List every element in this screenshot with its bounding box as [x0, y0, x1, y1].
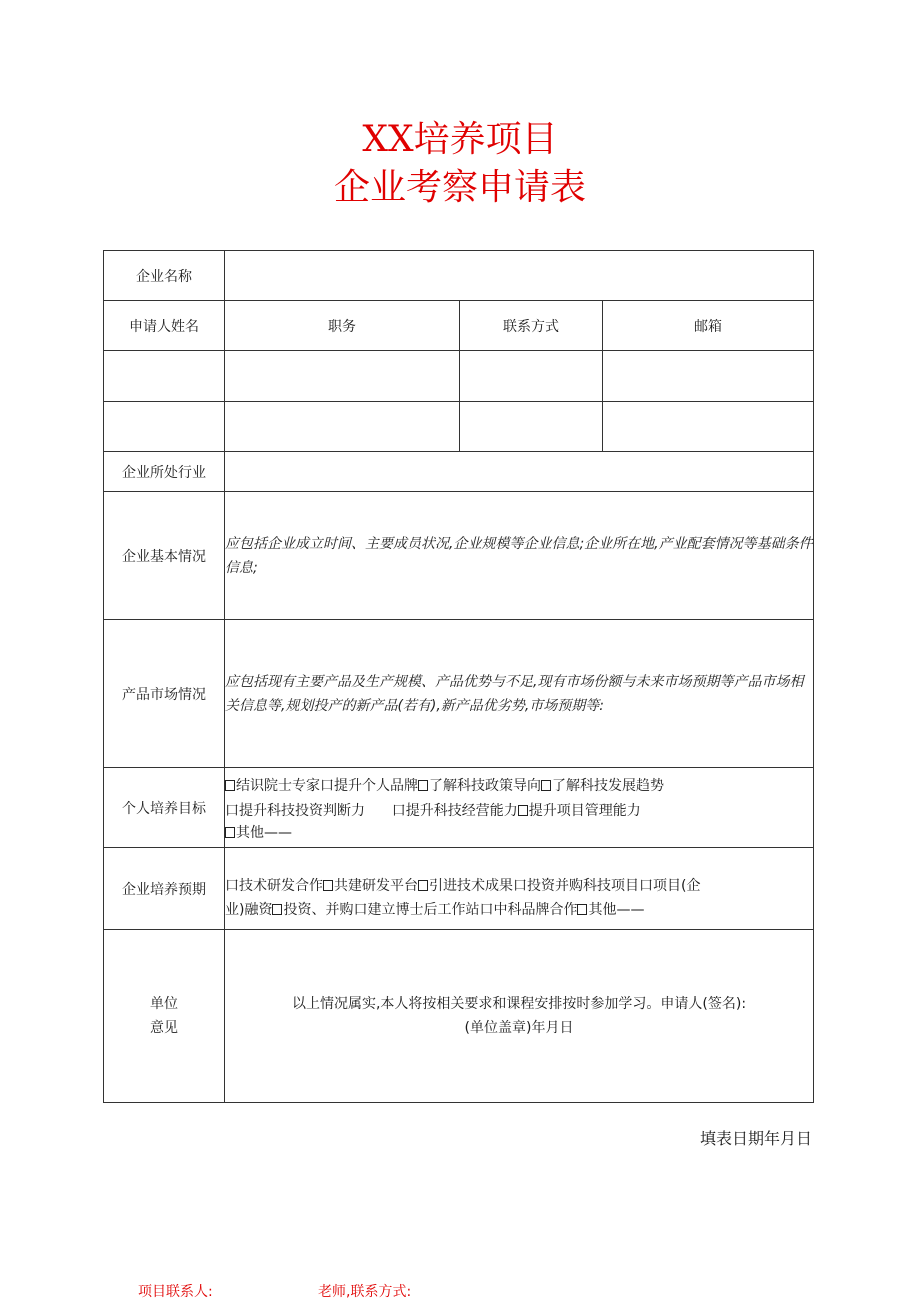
position-label: 职务	[225, 301, 460, 351]
row-unit-opinion	[104, 930, 814, 1103]
enterprise-goal-options	[225, 848, 814, 930]
applicant-name-field[interactable]	[104, 402, 225, 452]
row-basic-info	[104, 492, 814, 620]
company-name-field[interactable]	[225, 251, 814, 301]
unit-label-line2: 意见	[150, 1020, 178, 1036]
checkbox-icon[interactable]	[225, 827, 235, 838]
teacher-contact-label: 老师,联系方式:	[318, 1284, 412, 1300]
market-label: 产品市场情况	[104, 620, 225, 768]
option-label[interactable]: 口技术研发合作	[225, 877, 323, 894]
row-applicant-header	[104, 301, 814, 351]
applicant-position-field[interactable]	[225, 402, 460, 452]
option-label: 了解科技发展趋势	[552, 777, 664, 794]
basic-info-field[interactable]	[225, 492, 814, 620]
row-company-name	[104, 251, 814, 301]
row-industry	[104, 452, 814, 492]
contact-label: 联系方式	[460, 301, 603, 351]
industry-field[interactable]	[225, 452, 814, 492]
checkbox-icon[interactable]	[518, 805, 528, 816]
unit-label-line1: 单位	[150, 996, 178, 1012]
option-label: 业)融资	[225, 901, 273, 918]
applicant-email-field[interactable]	[603, 402, 814, 452]
personal-goal-label: 个人培养目标	[104, 768, 225, 848]
applicant-position-field[interactable]	[225, 351, 460, 402]
industry-label: 企业所处行业	[104, 452, 225, 492]
checkbox-icon[interactable]	[577, 904, 587, 915]
checkbox-icon[interactable]	[541, 780, 551, 791]
checkbox-icon[interactable]	[418, 880, 428, 891]
option-label[interactable]: 口提升科技经营能力	[391, 802, 518, 819]
option-label: 引进技术成果口投资并购科技项目口项目(企	[429, 877, 701, 894]
option-label: 提升项目管理能力	[528, 802, 641, 819]
basic-info-hint: 应包括企业成立时间、主要成员状况,企业规模等企业信息;企业所在地,产业配套情况等基础条件信息;	[225, 535, 813, 576]
market-field[interactable]	[225, 620, 814, 768]
option-label: 投资、并购口建立博士后工作站口中科品牌合作	[283, 901, 578, 918]
application-form-table	[103, 250, 814, 1103]
option-label[interactable]: 口提升科技投资判断力	[225, 802, 365, 819]
option-label: 其他——	[236, 824, 292, 841]
unit-statement: 以上情况属实,本人将按相关要求和课程安排按时参加学习。申请人(签名):	[291, 996, 747, 1012]
market-hint: 应包括现有主要产品及生产规模、产品优势与不足,现有市场份额与未来市场预期等产品市场相关信息等,规划投产的新产品(若有),新产品优劣势,市场预期等:	[225, 673, 804, 714]
applicant-contact-field[interactable]	[460, 351, 603, 402]
checkbox-icon[interactable]	[272, 904, 282, 915]
row-market	[104, 620, 814, 768]
row-enterprise-goal	[104, 848, 814, 930]
contact-person-label: 项目联系人:	[138, 1284, 213, 1300]
form-title-line1: XX培养项目	[362, 119, 558, 160]
form-title-line2: 企业考察申请表	[333, 167, 586, 208]
applicant-row	[104, 351, 814, 402]
basic-info-label: 企业基本情况	[104, 492, 225, 620]
option-label: 其他——	[588, 901, 645, 918]
unit-opinion-field[interactable]	[225, 930, 814, 1103]
checkbox-icon[interactable]	[225, 780, 235, 791]
row-personal-goal	[104, 768, 814, 848]
company-name-label: 企业名称	[104, 251, 225, 301]
applicant-row	[104, 402, 814, 452]
applicant-name-field[interactable]	[104, 351, 225, 402]
checkbox-icon[interactable]	[323, 880, 333, 891]
enterprise-goal-label: 企业培养预期	[104, 848, 225, 930]
option-label: 结识院士专家口提升个人品牌	[236, 777, 418, 794]
applicant-name-label: 申请人姓名	[104, 301, 225, 351]
applicant-email-field[interactable]	[603, 351, 814, 402]
unit-opinion-label	[104, 930, 225, 1103]
applicant-contact-field[interactable]	[460, 402, 603, 452]
option-label: 了解科技政策导向	[429, 777, 541, 794]
checkbox-icon[interactable]	[418, 780, 428, 791]
email-label: 邮箱	[603, 301, 814, 351]
personal-goal-options	[225, 768, 814, 848]
option-label: 共建研发平台	[334, 877, 418, 894]
unit-stamp-date: (单位盖章)年月日	[464, 1020, 574, 1036]
fill-date: 填表日期年月日	[699, 1129, 812, 1148]
